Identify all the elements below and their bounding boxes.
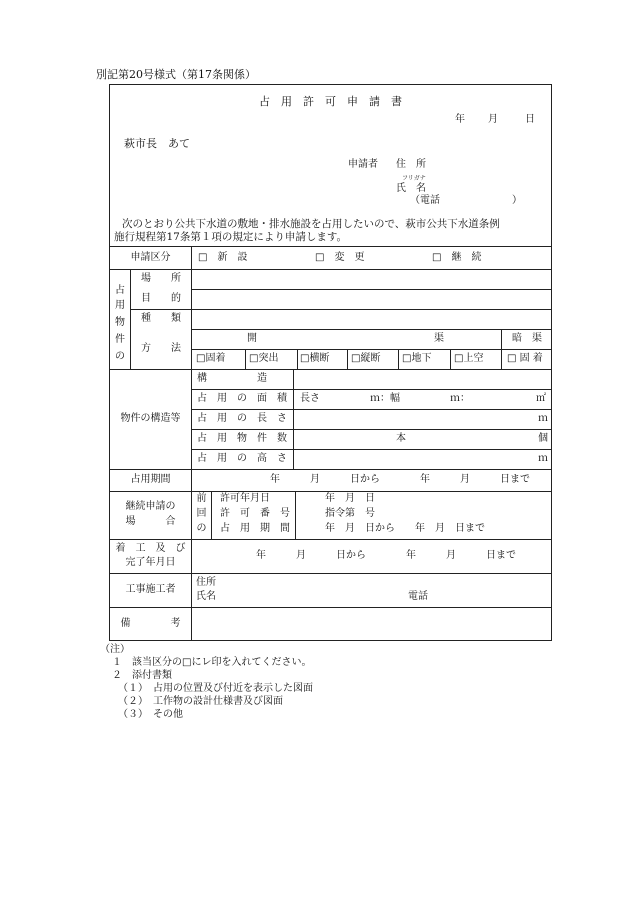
rule <box>293 369 294 469</box>
note-item: （３） その他 <box>118 709 183 720</box>
period-label: 占用期間 <box>130 474 171 485</box>
rule <box>191 389 552 390</box>
rule <box>109 469 552 470</box>
group-char: の <box>115 351 125 362</box>
contractor-label: 工事施工者 <box>125 584 176 595</box>
area-unit: ㎡ <box>536 393 546 404</box>
prev-permit-number-value[interactable]: 指令第 号 <box>325 508 375 519</box>
area-value[interactable]: 長さ ｍ：幅 ｍ： <box>300 393 470 404</box>
method-crossing[interactable]: □横断 <box>300 353 330 364</box>
count-unit: 個 <box>538 433 548 444</box>
note-item: ２ 添付書類 <box>112 670 172 681</box>
method-underground[interactable]: □地下 <box>402 353 432 364</box>
prev-period-value[interactable]: 年 月 日から 年 月 日まで <box>325 523 485 534</box>
structure-label: 物件の構造等 <box>120 413 181 424</box>
rule <box>398 349 399 369</box>
group-char: 占 <box>115 285 125 296</box>
option-continue[interactable]: □ 継 続 <box>432 252 482 263</box>
note-item: １ 該当区分の□にレ印を入れてください。 <box>112 657 312 668</box>
rule <box>130 309 552 310</box>
place-label: 場 所 <box>141 273 181 284</box>
form-number: 別記第20号様式（第17条関係） <box>96 68 256 81</box>
rule <box>109 607 552 608</box>
rule <box>191 289 552 290</box>
method-label: 方 法 <box>141 343 181 354</box>
rule <box>191 246 192 641</box>
rule <box>211 491 212 539</box>
date-month[interactable]: 月 <box>488 114 498 125</box>
continuation-label-1: 継続申請の <box>125 501 176 512</box>
option-new[interactable]: □ 新 設 <box>198 252 248 263</box>
applicant-name-label[interactable]: 氏 名 <box>396 183 426 194</box>
furigana-label: フリガナ <box>402 175 426 182</box>
prev-permit-number-label: 許 可 番 号 <box>220 508 290 519</box>
note-item: （１） 占用の位置及び付近を表示した図面 <box>118 683 313 694</box>
purpose-label: 目 的 <box>141 293 181 304</box>
rule <box>191 449 552 450</box>
rule <box>245 349 246 369</box>
completion-label-1: 着 工 及 び <box>115 543 186 554</box>
contractor-address-label[interactable]: 住所 <box>196 577 216 588</box>
remarks-label: 備 考 <box>120 618 181 629</box>
culvert-label: 暗 渠 <box>512 333 542 344</box>
date-year[interactable]: 年 <box>455 114 465 125</box>
rule <box>297 349 298 369</box>
applicant-phone-close: ） <box>512 195 522 206</box>
method-overhead[interactable]: □上空 <box>454 353 484 364</box>
rule <box>109 246 552 247</box>
rule <box>109 369 552 370</box>
count-row-label: 占 用 物 件 数 <box>197 433 287 444</box>
group-char: 件 <box>115 334 125 345</box>
rule <box>191 409 552 410</box>
height-row-label: 占 用 の 高 さ <box>197 453 287 464</box>
rule <box>191 429 552 430</box>
prev-permit-date-value[interactable]: 年 月 日 <box>325 493 375 504</box>
continuation-label-2: 場 合 <box>125 516 176 527</box>
rule <box>295 491 296 539</box>
structure-row-label: 構 造 <box>197 373 267 384</box>
method-projecting[interactable]: □突出 <box>249 353 279 364</box>
length-unit: ｍ <box>538 413 548 424</box>
channel-label: 渠 <box>434 333 444 344</box>
rule <box>109 539 552 540</box>
group-char: 物 <box>115 317 125 328</box>
applicant-phone-label[interactable]: （電話 <box>410 195 440 206</box>
rule <box>347 349 348 369</box>
height-unit: ｍ <box>538 453 548 464</box>
prev-char: 回 <box>196 508 207 519</box>
rule <box>109 269 552 270</box>
prev-char: 前 <box>196 493 207 504</box>
option-change[interactable]: □ 変 更 <box>315 252 365 263</box>
period-value[interactable]: 年 月 日から 年 月 日まで <box>270 474 530 485</box>
application-type-label: 申請区分 <box>130 252 171 263</box>
method-fixed[interactable]: □固着 <box>196 353 226 364</box>
prev-permit-date-label: 許可年月日 <box>220 493 270 504</box>
rule <box>191 329 552 330</box>
rule <box>109 573 552 574</box>
area-row-label: 占 用 の 面 積 <box>197 393 287 404</box>
count-value[interactable]: 本 <box>396 433 406 444</box>
contractor-name-label[interactable]: 氏名 <box>196 591 216 602</box>
rule <box>450 349 451 369</box>
form-title: 占 用 許 可 申 請 書 <box>259 95 402 108</box>
notes-head: （注） <box>100 644 130 655</box>
completion-value[interactable]: 年 月 日から 年 月 日まで <box>256 550 516 561</box>
prev-char: の <box>196 523 207 534</box>
method-longitudinal[interactable]: □縦断 <box>351 353 381 364</box>
open-channel-label: 開 <box>247 333 257 344</box>
contractor-phone-label[interactable]: 電話 <box>408 591 428 602</box>
completion-label-2: 完了年月日 <box>125 557 176 568</box>
kind-label: 種 類 <box>141 313 181 324</box>
addressee: 萩市長 あて <box>124 137 190 150</box>
applicant-label: 申請者 <box>348 159 378 170</box>
method-culvert-fixed[interactable]: □ 固 着 <box>507 353 543 364</box>
rule <box>109 491 552 492</box>
prev-period-label: 占 用 期 間 <box>220 523 290 534</box>
applicant-address-label[interactable]: 住 所 <box>396 159 426 170</box>
intro-line-2: 施行規程第17条第１項の規定により申請します。 <box>114 231 348 243</box>
date-day[interactable]: 日 <box>525 114 535 125</box>
intro-line-1: 次のとおり公共下水道の敷地・排水施設を占用したいので、萩市公共下水道条例 <box>122 218 500 230</box>
note-item: （２） 工作物の設計仕様書及び図面 <box>118 696 283 707</box>
group-char: 用 <box>115 300 125 311</box>
length-row-label: 占 用 の 長 さ <box>197 413 287 424</box>
